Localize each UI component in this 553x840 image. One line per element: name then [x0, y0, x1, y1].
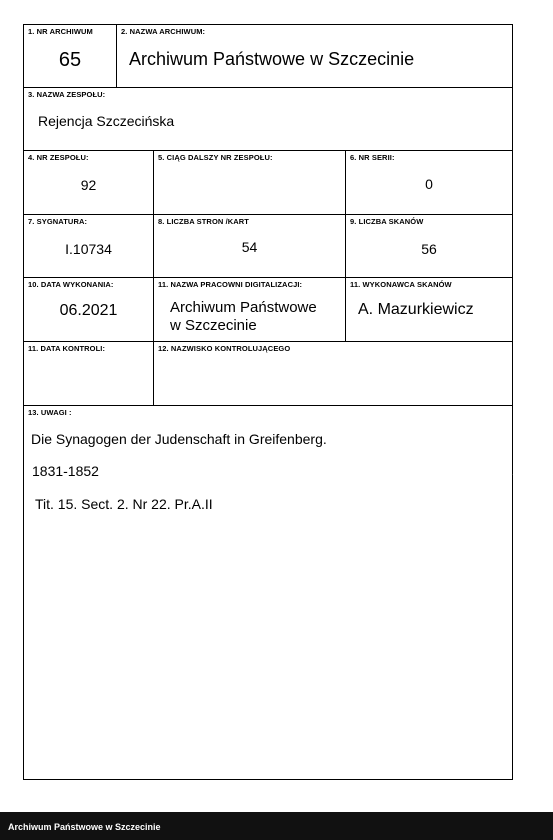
value-nr-zespolu: 92 [80, 177, 97, 193]
label-wykonawca: 11. WYKONAWCA SKANÓW [350, 280, 452, 289]
value-data-wykonania: 06.2021 [59, 302, 118, 319]
uwagi-line3: Tit. 15. Sect. 2. Nr 22. Pr.A.II [35, 496, 213, 512]
label-nazwisko: 12. NAZWISKO KONTROLUJĄCEGO [158, 344, 291, 353]
cell-ciag-dalszy [154, 151, 346, 214]
cell-nr-zespolu [24, 151, 154, 214]
cell-pracownia [154, 278, 346, 341]
label-nazwa-zespolu: 3. NAZWA ZESPOŁU: [28, 90, 106, 99]
row-numbers [24, 151, 512, 215]
label-nazwa-archiwum: 2. NAZWA ARCHIWUM: [121, 27, 206, 36]
label-sygnatura: 7. SYGNATURA: [28, 217, 88, 226]
label-liczba-stron: 8. LICZBA STRON /KART [158, 217, 249, 226]
label-liczba-skanow: 9. LICZBA SKANÓW [350, 217, 424, 226]
label-nr-serii: 6. NR SERII: [350, 153, 395, 162]
cell-nazwa-archiwum [117, 25, 512, 87]
value-nazwa-archiwum: Archiwum Państwowe w Szczecinie [129, 49, 415, 69]
value-pracownia-line2: w Szczecinie [170, 317, 257, 334]
label-data-wykonania: 10. DATA WYKONANIA: [28, 280, 114, 289]
footer-bar [0, 812, 553, 840]
value-liczba-stron: 54 [241, 239, 258, 255]
label-uwagi: 13. UWAGI : [28, 408, 72, 417]
cell-nazwisko [154, 342, 512, 405]
cell-liczba-skanow [346, 215, 512, 277]
value-wykonawca: A. Mazurkiewicz [358, 301, 474, 318]
label-pracownia: 11. NAZWA PRACOWNI DIGITALIZACJI: [158, 280, 303, 289]
section-uwagi [24, 406, 512, 778]
cell-nr-archiwum [24, 25, 117, 87]
value-pracownia-line1: Archiwum Państwowe [170, 299, 317, 316]
uwagi-line1: Die Synagogen der Judenschaft in Greifenberg. [31, 431, 327, 447]
label-ciag-dalszy: 5. CIĄG DALSZY NR ZESPOŁU: [158, 153, 273, 162]
cell-sygnatura [24, 215, 154, 277]
archive-record-card [23, 24, 513, 780]
row-control [24, 342, 512, 406]
cell-nazwa-zespolu [24, 88, 512, 150]
row-archive [24, 25, 512, 88]
cell-data-kontroli [24, 342, 154, 405]
uwagi-line2: 1831-1852 [32, 463, 99, 479]
label-data-kontroli: 11. DATA KONTROLI: [28, 344, 106, 353]
value-nr-serii: 0 [425, 176, 433, 192]
footer-text: Archiwum Państwowe w Szczecinie [8, 822, 161, 832]
row-zespol [24, 88, 512, 151]
value-sygnatura: I.10734 [65, 241, 112, 257]
cell-liczba-stron [154, 215, 346, 277]
edge-mark: · [511, 470, 514, 479]
cell-nr-serii [346, 151, 512, 214]
row-digitization [24, 278, 512, 342]
row-counts [24, 215, 512, 278]
label-nr-archiwum: 1. NR ARCHIWUM [28, 27, 93, 36]
value-liczba-skanow: 56 [421, 241, 437, 257]
cell-wykonawca [346, 278, 512, 341]
cell-data-wykonania [24, 278, 154, 341]
value-nazwa-zespolu: Rejencja Szczecińska [38, 113, 175, 129]
value-nr-archiwum: 65 [58, 49, 82, 71]
label-nr-zespolu: 4. NR ZESPOŁU: [28, 153, 89, 162]
